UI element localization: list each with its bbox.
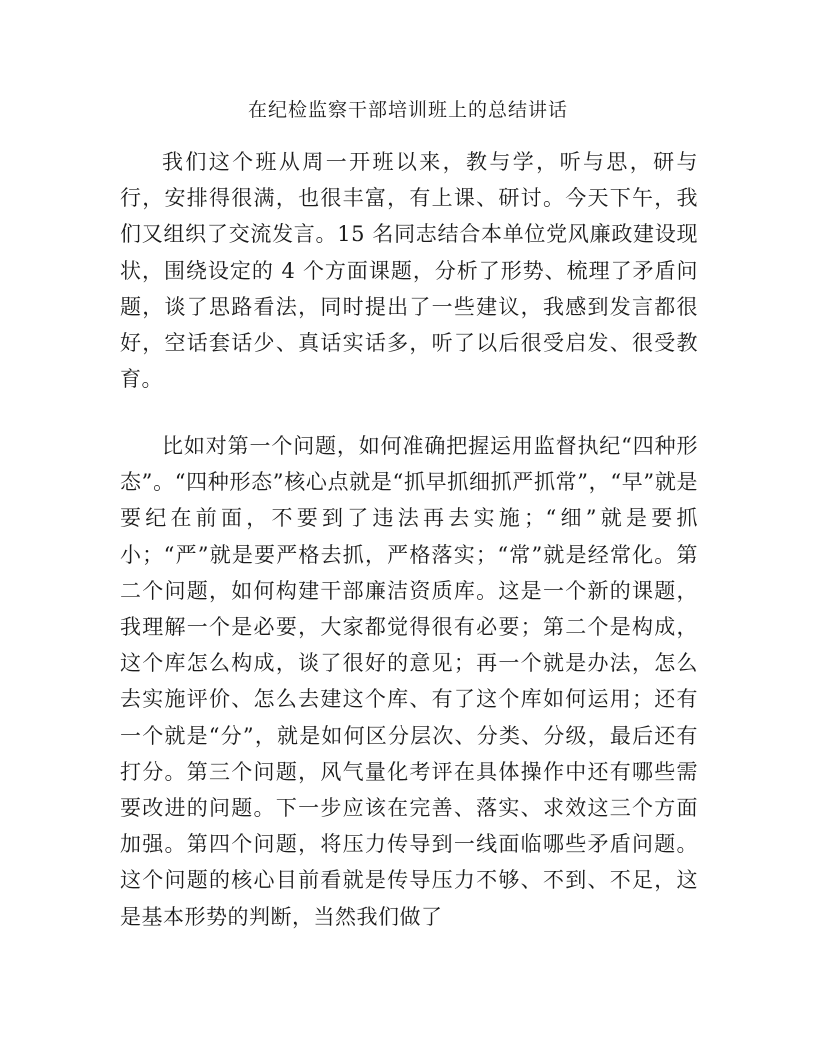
document-title: 在纪检监察干部培训班上的总结讲话 <box>247 99 568 121</box>
body-paragraph-2: 比如对第一个问题，如何准确把握运用监督执纪“四种形态”。“四种形态”核心点就是“抓早抓细抓严抓常”，“早”就是要纪在前面，不要到了违法再去实施；“细”就是要抓小；“严”就是要严格去抓，严格落实；“常”就是经常化。第二个问题，如何构建干部廉洁资质库。这是一个新的课题，我理解一个是必要，大家都觉得很有必要；第二个是构成，这个库怎么构成，谈了很好的意见；再一个就是办法，怎么去实施评价、怎么去建这个库、有了这个库如何运用；还有一个就是“分”，就是如何区分层次、分类、分级，最后还有打分。第三个问题，风气量化考评在具体操作中还有哪些需要改进的问题。下一步应该在完善、落实、求效这三个方面加强。第四个问题，将压力传导到一线面临哪些矛盾问题。这个问题的核心目前看就是传导压力不够、不到、不足，这是基本形势的判断，当然我们做了 <box>120 434 698 929</box>
body-paragraph-1: 我们这个班从周一开班以来，教与学，听与思，研与行，安排得很满，也很丰富，有上课、研讨。今天下午，我们又组织了交流发言。15 名同志结合本单位党风廉政建设现状，围绕设定的 4 个方面课题，分析了形势、梳理了矛盾问题，谈了思路看法，同时提出了一些建议，我感到发言都很好，空话套话少、真话实话多，听了以后很受启发、很受教育。 <box>120 150 698 392</box>
